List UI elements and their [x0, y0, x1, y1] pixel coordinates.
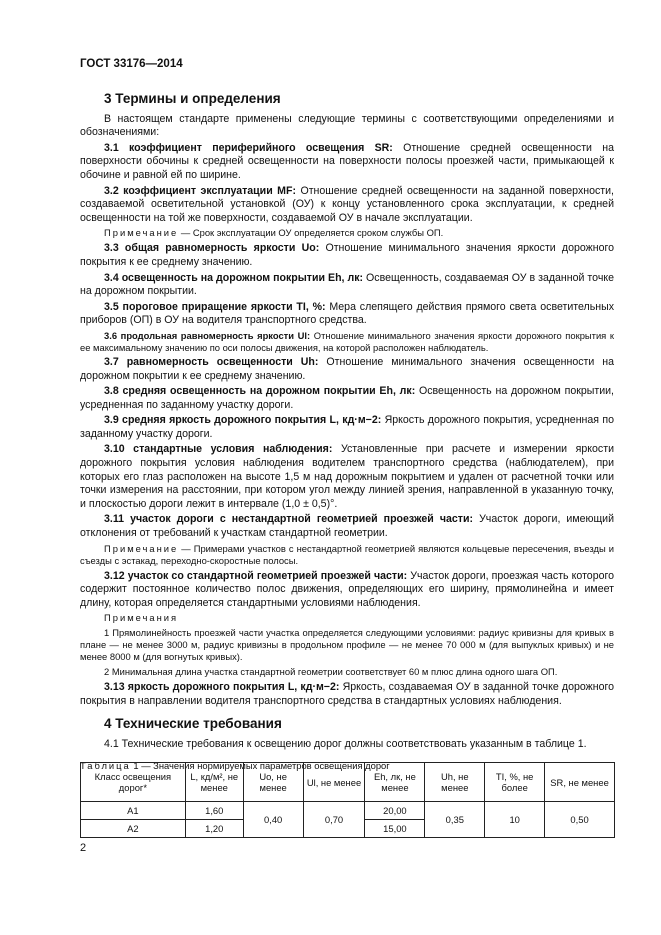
term-3-7-text: Отношение минимального значения освещенности на дорожном покрытии к ее среднему значению.: [80, 355, 614, 382]
note-3-2-label: Примечание: [104, 227, 179, 239]
th-Uh: Uh, не менее: [425, 763, 485, 802]
note-3-2-text: — Срок эксплуатации ОУ определяется сроком службы ОП.: [178, 227, 444, 239]
cell-L: 1,20: [185, 820, 243, 838]
section-4-1: 4.1 Технические требования к освещению дорог должны соответствовать указанным в таблице 1.: [104, 738, 587, 751]
th-L: L, кд/м², не менее: [185, 763, 243, 802]
term-3-12: [80, 570, 614, 611]
cell-Eh: 15,00: [365, 820, 425, 838]
term-3-3-label: 3.3 общая равномерность яркости Uo:: [104, 242, 320, 255]
term-3-6: [80, 330, 614, 354]
term-3-3: [80, 242, 614, 269]
note-3-12-1: 1 Прямолинейность проезжей части участка определяется следующими условиями: радиус кривизны для кривых в плане — не менее 3000 м, радиус кривизны в продольном профиле — не менее 70 000 м (для выпуклых кривых) и не менее 8000 м (для вогнутых кривых).: [80, 627, 614, 663]
page-number: 2: [80, 842, 87, 854]
term-3-12-label: 3.12 участок со стандартной геометрией проезжей части:: [104, 569, 408, 582]
cell-class: A2: [81, 820, 186, 838]
table-1-caption-text: 1 — Значения нормируемых параметров освещения дорог: [130, 759, 390, 771]
th-Uo: Uo, не менее: [243, 763, 303, 802]
th-Ul: Ul, не менее: [303, 763, 365, 802]
note-3-11-label: Примечание: [104, 542, 179, 554]
cell-TI: 10: [485, 802, 545, 838]
term-3-11-label: 3.11 участок дороги с нестандартной геометрией проезжей части:: [104, 513, 474, 526]
term-3-5-text: Мера слепящего действия прямого света осветительных приборов (ОП) в ОУ на водителя транспортного средства.: [80, 300, 614, 327]
term-3-6-text: Отношение минимального значения яркости дорожного покрытия к ее максимальному значению по оси полосы движения, на которой расположен наблюдатель.: [80, 329, 614, 353]
cell-Eh: 20,00: [365, 802, 425, 820]
section-4-title: 4 Технические требования: [104, 715, 282, 731]
term-3-9-label: 3.9 средняя яркость дорожного покрытия L, кд·м−2:: [104, 414, 382, 427]
term-3-9: [80, 414, 614, 441]
term-3-7: [80, 356, 614, 383]
note-3-11-text: — Примерами участков с нестандартной геометрией являются кольцевые пересечения, въезды и съезды с эстакад, переходно-скоростные полосы.: [80, 542, 614, 566]
term-3-2-label: 3.2 коэффициент эксплуатации MF:: [104, 184, 296, 197]
term-3-10: [80, 443, 614, 511]
term-3-2-text: Отношение средней освещенности на заданной поверхности, создаваемой осветительной установкой (ОУ) к концу установленного срока эксплуатации, к средней освещенности на той же поверхности, создаваемой ОУ в начале эксплуатации.: [80, 184, 614, 224]
term-3-7-label: 3.7 равномерность освещенности Uh:: [104, 355, 319, 368]
th-TI: TI, %, не более: [485, 763, 545, 802]
cell-Uo: 0,40: [243, 802, 303, 838]
term-3-8-text: Освещенность на дорожном покрытии, усредненная по заданному участку дороги.: [80, 385, 615, 411]
cell-Uh: 0,35: [425, 802, 485, 838]
cell-Ul: 0,70: [303, 802, 365, 838]
term-3-5-label: 3.5 пороговое приращение яркости TI, %:: [104, 300, 326, 313]
term-3-10-label: 3.10 стандартные условия наблюдения:: [104, 443, 333, 456]
notes-3-12-label: Примечания: [104, 612, 179, 624]
term-3-11: [80, 513, 614, 540]
term-3-12-text: Участок дороги, проезжая часть которого содержит постоянное количество полос движения, определяющих его ширину, прямолинейна и имеет длину, которая определяется стандартными условиями наблюдения.: [80, 569, 614, 609]
section-3-title: 3 Термины и определения: [104, 91, 281, 106]
section-3-intro: В настоящем стандарте применены следующие термины с соответствующими определениями и обозначениями:: [80, 112, 614, 139]
term-3-13-text: Яркость, создаваемая ОУ в заданной точке дорожного покрытия в направлении водителя транспортного средства в стандартных условиях наблюдения.: [80, 681, 614, 707]
th-Eh: Eh, лк, не менее: [365, 763, 425, 802]
term-3-4-text: Освещенность, создаваемая ОУ в заданной точке на дорожном покрытии.: [80, 271, 614, 298]
table-header-row: [81, 763, 615, 802]
term-3-1-text: Отношение средней освещенности на поверхности обочины к средней освещенности на поверхности полосы проезжей части, примыкающей к обочине и равной ей по ширине.: [80, 141, 614, 181]
term-3-11-text: Участок дороги, имеющий отклонения от требований к участкам стандартной геометрии.: [80, 513, 615, 540]
th-class: Класс освещения дорог*: [81, 763, 186, 802]
term-3-4-label: 3.4 освещенность на дорожном покрытии Eh, лк:: [104, 271, 364, 284]
term-3-3-text: Отношение минимального значения яркости дорожного покрытия к ее среднему значению.: [80, 242, 615, 268]
term-3-8: [80, 385, 614, 412]
note-3-2: [80, 227, 614, 239]
cell-class: A1: [81, 802, 186, 820]
table-1-caption-label: Таблица: [80, 759, 131, 771]
note-3-11: [80, 543, 614, 567]
term-3-9-text: Яркость дорожного покрытия, усредненная по заданному участку дороги.: [80, 414, 614, 440]
term-3-5: [80, 301, 614, 328]
note-3-12-2: 2 Минимальная длина участка стандартной геометрии соответствует 60 м плюс длина одного шага ОП.: [104, 666, 558, 678]
term-3-6-label: 3.6 продольная равномерность яркости Ul:: [104, 329, 311, 341]
term-3-8-label: 3.8 средняя освещенность на дорожном покрытии Eh, лк:: [104, 385, 416, 398]
page-content: [80, 92, 614, 778]
term-3-13: [80, 681, 614, 708]
term-3-4: [80, 272, 614, 299]
th-SR: SR, не менее: [545, 763, 615, 802]
term-3-2: [80, 185, 614, 226]
cell-SR: 0,50: [545, 802, 615, 838]
term-3-10-text: Установленные при расчете и измерении яркости дорожного покрытия условия наблюдения водителем транспортного средства (наблюдателем), при которых его глаз расположен на высоте 1,5 м над дорожным покрытием и удален от расчетной точки или точки измерения на расстоянии, при котором угол между линией зрения, направленной в указанную точку, и плоскостью дороги лежит в интервале (1,0 ± 0,5)°.: [80, 443, 614, 510]
table-1: [80, 759, 615, 838]
term-3-13-label: 3.13 яркость дорожного покрытия L, кд·м−2:: [104, 681, 340, 694]
document-header: ГОСТ 33176—2014: [80, 58, 183, 70]
cell-L: 1,60: [185, 802, 243, 820]
term-3-1-label: 3.1 коэффициент периферийного освещения SR:: [104, 141, 393, 154]
table-row: [81, 802, 615, 820]
term-3-1: [80, 142, 614, 183]
